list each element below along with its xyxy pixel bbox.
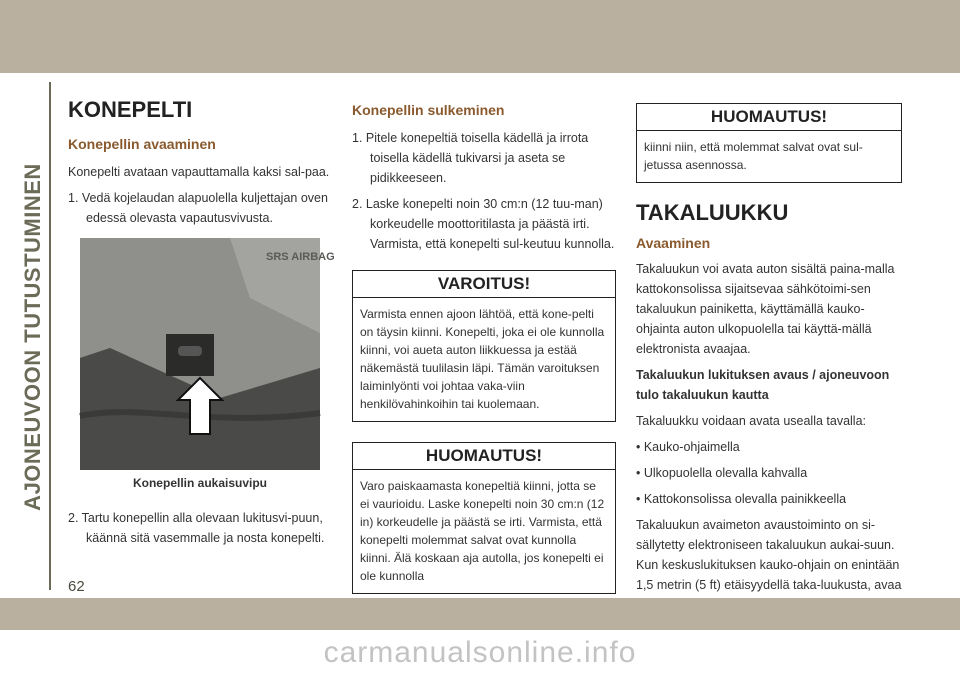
airbag-label: SRS AIRBAG [266,251,335,263]
note-continued-box [636,103,902,183]
column-1 [68,96,335,548]
bold-subheading: Takaluukun lukituksen avaus / ajoneuvoon tulo takaluukun kautta [636,368,890,402]
paragraph-1: Takaluukun voi avata auton sisältä paina-malla kattokonsolissa sijaitsevaa sähkötoimi-sen takaluukun painiketta, käyttämällä kauko-ohjainta auton ulkopuolella tai käyttä-mällä elektronista avaajaa. [636,262,895,356]
bullet-2: • Ulkopuolella olevalla kahvalla [636,466,808,480]
photo-caption: Konepellin aukaisuvipu [132,476,268,490]
hood-release-photo [80,238,335,470]
side-section-title [18,82,48,592]
step-1: 1. Vedä kojelaudan alapuolella kuljettajan oven edessä olevasta vapautusvivusta. [68,191,328,225]
subheading-closing: Konepellin sulkeminen [352,102,505,118]
note-continued-title: HUOMAUTUS! [637,104,901,131]
note-text: Varo paiskaamasta konepeltiä kiinni, jotta se ei vaurioidu. Laske konepelti noin 30 cm:n (12 in) korkeudelle ja päästä se irti. Varmista, että konepelti molemmat salvat ovat kunnolla kiinni. Älä koskaan aja autolla, jos konepelti ei ole kunnolla [360,479,605,583]
footer-watermark: carmanualsonline.info [323,636,637,669]
subheading-avaaminen: Avaaminen [636,235,711,251]
side-section-title-text: AJONEUVOON TUTUSTUMINEN [20,163,45,511]
hood-release-illustration [80,238,335,470]
side-rule [49,82,51,590]
note-title: HUOMAUTUS! [353,443,615,470]
step-2: 2. Tartu konepellin alla olevaan lukitusvi-puun, käännä sitä vasemmalle ja nosta konepelti. [68,511,325,545]
page-number: 62 [68,578,85,595]
subheading-opening: Konepellin avaaminen [68,136,216,152]
column-3 [636,103,902,615]
warning-title: VAROITUS! [353,271,615,298]
top-band [0,0,960,73]
warning-box [352,270,616,422]
bullet-1: • Kauko-ohjaimella [636,440,740,454]
section-heading-takaluukku: TAKALUUKKU [636,200,789,225]
note-box [352,442,616,594]
closing-step-2: 2. Laske konepelti noin 30 cm:n (12 tuu-man) korkeudelle moottoritilasta ja päästä irti. Varmista, että konepelti sul-keutuu kunnolla. [352,197,615,251]
note-continued-text: kiinni niin, että molemmat salvat ovat sul-jetussa asennossa. [644,140,863,172]
bottom-band [0,598,960,630]
section-heading-konepelti: KONEPELTI [68,97,193,122]
bullet-3: • Kattokonsolissa olevalla painikkeella [636,492,847,506]
paragraph-3: Takaluukun avaimeton avaustoiminto on si-sällytetty elektroniseen takaluukun aukai-suun. Kun keskuslukituksen kauko-ohjain on enintään 1,5 metrin (5 ft) etäisyydellä taka-luukusta, avaa [636,518,902,592]
column-2 [352,96,616,594]
paragraph-2: Takaluukku voidaan avata usealla tavalla: [636,414,867,428]
closing-step-1: 1. Pitele konepeltiä toisella kädellä ja irrota toisella kädellä tukivarsi ja aseta se pidikkeeseen. [352,131,589,185]
warning-text: Varmista ennen ajoon lähtöä, että kone-pelti on täysin kiinni. Konepelti, joka ei ole kunnolla kiinni, voi aueta auton liikkuessa ja estää näkemästä tuulilasin läpi. Tämän varoituksen laiminlyönti voi johtaa vaka-viin henkilövahinkoihin tai kuolemaan. [360,307,605,411]
intro-paragraph: Konepelti avataan vapauttamalla kaksi sal-paa. [68,165,330,179]
